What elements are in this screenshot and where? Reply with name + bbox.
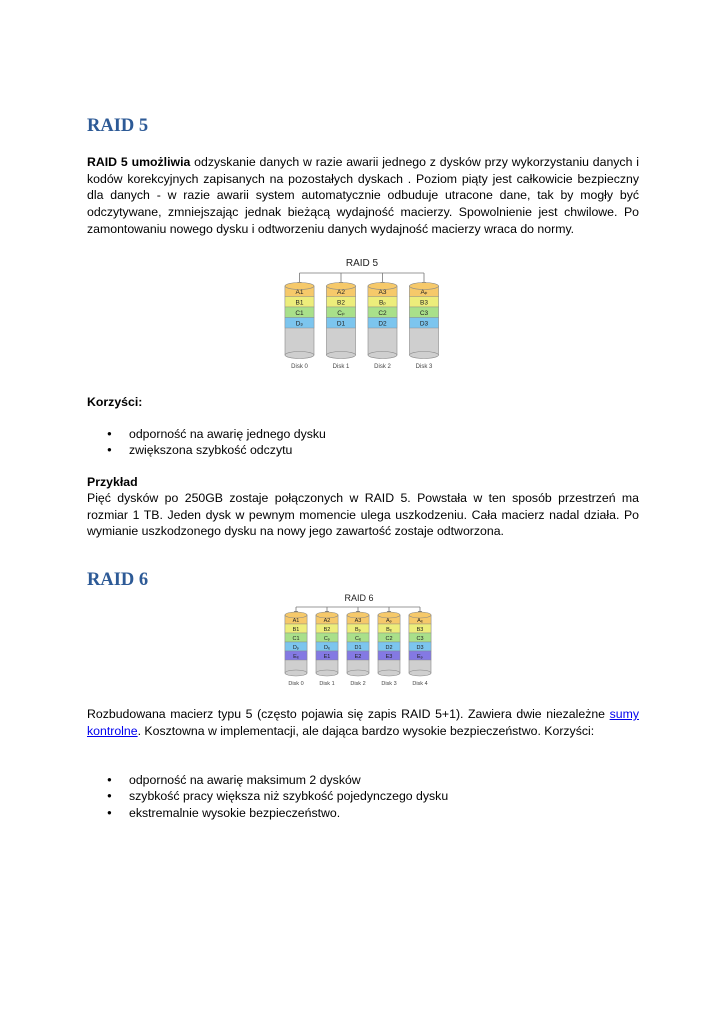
block-label: D3: [419, 320, 429, 328]
disk-label: Disk 2: [374, 364, 391, 370]
list-item: ● odporność na awarię jednego dysku: [87, 426, 326, 442]
block-label: E1: [323, 654, 331, 661]
raid5-heading: RAID 5: [87, 116, 149, 136]
block-label: Bₚ: [378, 299, 387, 307]
block-label: Dₚ: [292, 645, 300, 652]
block-label: A1: [295, 289, 304, 297]
block-label: Bₚ: [354, 627, 362, 634]
disk-top: [285, 612, 307, 618]
disk-bottom: [368, 352, 397, 359]
raid5-example-text: Pięć dysków po 250GB zostaje połączonych w RAID 5. Powstała w ten sposób przestrzeń ma rozmiar 1 TB. Jeden dysk w pewnym momencie ulega uszkodzeniu. Cała macierz nadal działa. Po wymianie uszkodzonego dysku na nowy jego zawartość zostaje odtworzona.: [87, 491, 639, 539]
diagram-title: RAID 6: [344, 593, 374, 603]
disk-label: Disk 3: [381, 681, 397, 687]
block-label: A3: [378, 289, 387, 297]
block-label: A2: [323, 618, 331, 625]
disk-label: Disk 1: [319, 681, 335, 687]
block-label: B3: [420, 299, 428, 307]
diagram-title: RAID 5: [345, 258, 379, 269]
block-label: A1: [292, 618, 300, 625]
block-label: Cₚ: [323, 636, 331, 643]
block-label: C2: [378, 310, 387, 318]
block-label: C3: [419, 310, 429, 318]
disk-top: [368, 283, 397, 290]
raid5-description-bold: RAID 5 umożliwia: [87, 155, 191, 169]
raid6-description: [87, 706, 639, 739]
block-label: Aₚ: [385, 618, 393, 625]
block-label: Cₚ: [337, 310, 345, 318]
block-label: Dₑ: [323, 645, 331, 652]
disk-label: Disk 0: [291, 364, 308, 370]
list-item: ● ekstremalnie wysokie bezpieczeństwo.: [87, 805, 448, 821]
disk-top: [285, 283, 314, 290]
block-label: D1: [354, 645, 362, 652]
block-label: Eₚ: [416, 654, 424, 661]
list-item: ● szybkość pracy większa niż szybkość pojedynczego dysku: [87, 788, 448, 804]
raid6-heading: RAID 6: [87, 570, 149, 590]
block-label: C2: [385, 636, 393, 643]
disk-bottom: [378, 670, 400, 676]
block-label: Aₚ: [420, 289, 428, 297]
block-label: C1: [292, 636, 300, 643]
disk-bottom: [347, 670, 369, 676]
block-label: Bₑ: [386, 627, 392, 634]
block-label: B1: [292, 627, 300, 634]
block-label: C3: [416, 636, 424, 643]
disk-label: Disk 2: [350, 681, 366, 687]
block-label: Dₚ: [295, 320, 304, 328]
block-label: Eₑ: [293, 654, 299, 661]
list-item: ● zwiększona szybkość odczytu: [87, 442, 326, 458]
block-label: B2: [323, 627, 331, 634]
disk-top: [410, 283, 439, 290]
block-label: D3: [416, 645, 424, 652]
disk-top: [378, 612, 400, 618]
raid6-benefits-list: [87, 772, 448, 821]
disk-top: [316, 612, 338, 618]
disk-bottom: [410, 352, 439, 359]
raid6-description-text-end: . Kosztowna w implementacji, ale dająca bardzo wysokie bezpieczeństwo. Korzyści:: [137, 723, 595, 738]
disk-bottom: [285, 670, 307, 676]
disk-bottom: [316, 670, 338, 676]
raid5-diagram: [278, 254, 448, 374]
block-label: A3: [354, 618, 362, 625]
block-label: Cₑ: [354, 636, 362, 643]
disk-label: Disk 1: [332, 364, 350, 370]
block-label: C1: [295, 310, 304, 318]
disk-top: [409, 612, 431, 618]
raid6-diagram: [282, 590, 442, 692]
raid5-description: [87, 154, 639, 238]
disk-label: Disk 3: [415, 364, 433, 370]
raid5-benefits-list: [87, 426, 326, 459]
disk-top: [347, 612, 369, 618]
block-label: E2: [354, 654, 362, 661]
raid5-benefits-label: Korzyści:: [87, 395, 143, 409]
block-label: D2: [385, 645, 393, 652]
block-label: B3: [416, 627, 424, 634]
disk-label: Disk 0: [288, 681, 304, 687]
block-label: B2: [337, 299, 345, 307]
disk-top: [327, 283, 356, 290]
block-label: D2: [378, 320, 387, 328]
checksum-link[interactable]: sumy kontrolne: [87, 707, 639, 738]
disk-bottom: [285, 352, 314, 359]
raid5-example-label: Przykład: [87, 475, 138, 489]
block-label: Aₑ: [417, 618, 423, 625]
list-item: ● odporność na awarię maksimum 2 dysków: [87, 772, 448, 788]
disk-label: Disk 4: [412, 681, 428, 687]
raid5-description-text: odzyskanie danych w razie awarii jednego z dysków przy wykorzystaniu danych i kodów korekcyjnych zapisanych na pozostałych dyskach . Poziom piąty jest całkowicie bezpieczny dla danych - w razie awarii system automatycznie odbuduje utracone dane, tak by mogły być odczytywane, zmniejszając jednak bieżącą wydajność macierzy. Spowolnienie jest chwilowe. Po zamontowaniu nowego dysku i odtworzeniu danych wydajność macierzy wraca do normy.: [87, 155, 639, 236]
raid6-description-text: Rozbudowana macierz typu 5 (często pojawia się zapis RAID 5+1). Zawiera dwie niezależne: [87, 707, 610, 721]
block-label: B1: [295, 299, 304, 307]
disk-bottom: [409, 670, 431, 676]
disk-bottom: [327, 352, 356, 359]
block-label: A2: [337, 289, 345, 297]
block-label: D1: [336, 320, 346, 328]
block-label: E3: [385, 654, 393, 661]
